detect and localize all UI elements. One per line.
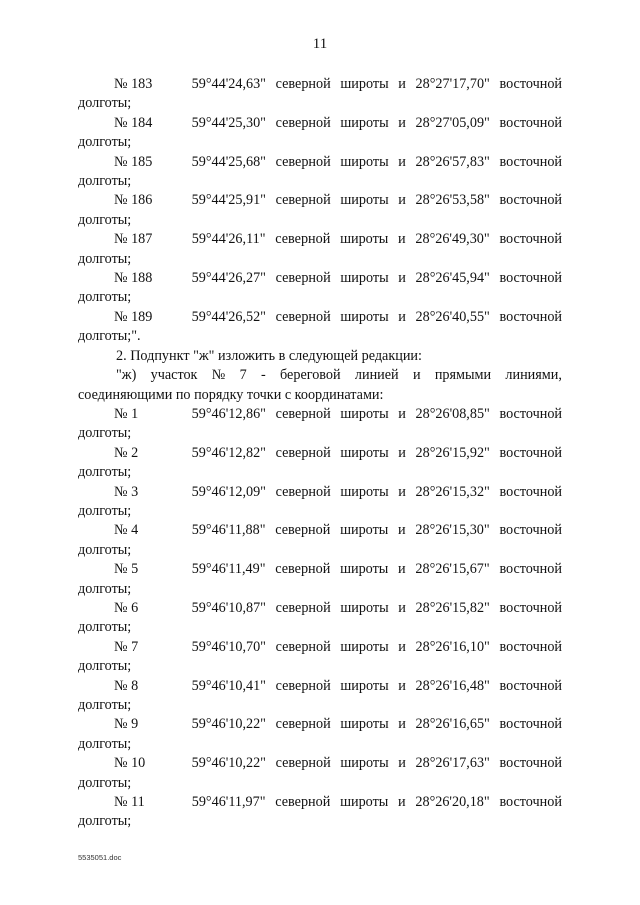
conjunction: и — [398, 308, 406, 325]
intro-word: - — [260, 367, 266, 384]
conjunction: и — [398, 561, 406, 578]
latitude-word: северной — [275, 483, 331, 500]
intro-word: береговой — [280, 367, 341, 384]
intro-word: № — [211, 367, 226, 384]
conjunction: и — [398, 444, 406, 461]
conjunction: и — [398, 483, 406, 500]
longitude-value: 28°26'08,85" — [415, 405, 490, 422]
longitude-word: восточной — [499, 114, 562, 131]
latitude-word: северной — [275, 76, 331, 92]
coordinate-line — [78, 754, 562, 773]
longitude-word: восточной — [499, 794, 562, 811]
latitude-value: 59°46'10,87" — [191, 599, 266, 616]
longitude-continuation: долготы; — [78, 697, 132, 713]
longitude-value: 28°26'17,63" — [415, 755, 490, 772]
latitude-word-2: широты — [340, 522, 389, 539]
point-number: № 6 — [114, 599, 139, 616]
latitude-value: 59°46'10,22" — [191, 755, 266, 772]
latitude-value: 59°46'10,70" — [191, 638, 266, 655]
latitude-word: северной — [275, 153, 331, 170]
point-number: № 187 — [114, 231, 153, 248]
latitude-value: 59°46'10,41" — [191, 677, 266, 694]
latitude-word-2: широты — [340, 638, 389, 655]
coordinate-line — [78, 715, 562, 734]
latitude-value: 59°44'26,11" — [191, 231, 266, 248]
latitude-word: северной — [275, 405, 331, 422]
longitude-value: 28°26'15,67" — [415, 561, 490, 578]
longitude-word: восточной — [499, 716, 562, 733]
point-number: № 7 — [114, 638, 139, 655]
longitude-word: восточной — [499, 76, 562, 92]
coordinate-entry — [78, 444, 562, 483]
longitude-word: восточной — [499, 561, 562, 578]
longitude-word: восточной — [499, 677, 562, 694]
latitude-word-2: широты — [340, 153, 389, 170]
longitude-continuation: долготы;". — [78, 328, 141, 345]
conjunction: и — [398, 755, 406, 772]
longitude-word: восточной — [499, 638, 562, 655]
longitude-value: 28°26'40,55" — [415, 308, 490, 325]
latitude-word-2: широты — [340, 114, 389, 131]
intro-word: линией — [354, 367, 399, 384]
coordinate-line — [78, 638, 562, 657]
longitude-value: 28°26'16,48" — [415, 677, 490, 694]
intro-word: и — [412, 367, 421, 384]
coordinate-list-section-2 — [78, 405, 562, 832]
coordinate-line — [78, 521, 562, 540]
intro-word: 7 — [239, 367, 247, 384]
longitude-value: 28°27'17,70" — [415, 76, 490, 92]
longitude-value: 28°26'57,83" — [415, 153, 490, 170]
conjunction: и — [398, 192, 406, 209]
latitude-value: 59°44'25,91" — [191, 192, 266, 209]
latitude-value: 59°46'12,86" — [191, 405, 266, 422]
coordinate-entry — [78, 560, 562, 599]
longitude-value: 28°26'16,65" — [415, 716, 490, 733]
coordinate-line — [78, 153, 562, 172]
longitude-word: восточной — [499, 599, 562, 616]
longitude-continuation: долготы; — [78, 211, 132, 228]
latitude-word-2: широты — [340, 231, 389, 248]
latitude-word-2: широты — [340, 599, 389, 616]
longitude-continuation: долготы; — [78, 134, 132, 151]
longitude-word: восточной — [499, 153, 562, 170]
coordinate-entry — [78, 793, 562, 832]
latitude-word-2: широты — [340, 270, 389, 287]
coordinate-entry — [78, 114, 562, 153]
latitude-word: северной — [275, 677, 331, 694]
point-number: № 10 — [114, 755, 146, 772]
latitude-word: северной — [275, 114, 331, 131]
longitude-continuation: долготы; — [78, 425, 132, 442]
conjunction: и — [398, 153, 406, 170]
longitude-word: восточной — [499, 270, 562, 287]
latitude-word-2: широты — [340, 794, 389, 811]
latitude-value: 59°44'25,68" — [191, 153, 266, 170]
latitude-word: северной — [275, 522, 331, 539]
latitude-word: северной — [275, 599, 331, 616]
coordinate-line — [78, 230, 562, 249]
conjunction: и — [398, 114, 406, 131]
latitude-value: 59°46'11,49" — [191, 561, 266, 578]
intro-word: прямыми — [434, 367, 492, 384]
longitude-continuation: долготы; — [78, 250, 132, 267]
coordinate-line — [78, 405, 562, 424]
longitude-continuation: долготы; — [78, 774, 132, 791]
latitude-word-2: широты — [340, 76, 389, 92]
coordinate-entry — [78, 521, 562, 560]
latitude-value: 59°46'10,22" — [191, 716, 266, 733]
coordinate-entry — [78, 191, 562, 230]
coordinate-line — [78, 308, 562, 327]
coordinate-line — [78, 793, 562, 812]
longitude-value: 28°26'15,92" — [415, 444, 490, 461]
coordinate-entry — [78, 405, 562, 444]
latitude-word: северной — [275, 755, 331, 772]
longitude-word: восточной — [499, 231, 562, 248]
point-number: № 1 — [114, 405, 139, 422]
point-number: № 9 — [114, 716, 139, 733]
latitude-word: северной — [275, 638, 331, 655]
conjunction: и — [398, 76, 406, 92]
longitude-continuation: долготы; — [78, 541, 132, 558]
point-number: № 2 — [114, 444, 139, 461]
longitude-word: восточной — [499, 483, 562, 500]
latitude-word-2: широты — [340, 677, 389, 694]
longitude-word: восточной — [499, 192, 562, 209]
coordinate-line — [78, 114, 562, 133]
coordinate-list-section-1 — [78, 75, 562, 347]
longitude-continuation: долготы; — [78, 95, 132, 112]
intro-word: "ж) — [116, 367, 137, 384]
latitude-word-2: широты — [340, 755, 389, 772]
document-body — [78, 75, 562, 832]
latitude-word-2: широты — [340, 444, 389, 461]
conjunction: и — [398, 270, 406, 287]
longitude-value: 28°27'05,09" — [415, 114, 490, 131]
intro-paragraph-line-2: соединяющими по порядку точки с координатами: — [78, 386, 384, 403]
longitude-value: 28°26'15,32" — [415, 483, 490, 500]
coordinate-entry — [78, 715, 562, 754]
latitude-value: 59°44'26,52" — [191, 308, 266, 325]
latitude-word: северной — [275, 270, 331, 287]
longitude-word: восточной — [499, 308, 562, 325]
latitude-word: северной — [275, 444, 331, 461]
point-number: № 183 — [114, 76, 153, 92]
point-number: № 8 — [114, 677, 139, 694]
longitude-continuation: долготы; — [78, 173, 132, 190]
coordinate-entry — [78, 230, 562, 269]
latitude-word: северной — [275, 308, 331, 325]
point-number: № 184 — [114, 114, 153, 131]
latitude-value: 59°44'24,63" — [191, 76, 266, 92]
conjunction: и — [398, 638, 406, 655]
point-number: № 5 — [114, 561, 139, 578]
longitude-value: 28°26'49,30" — [415, 231, 490, 248]
longitude-word: восточной — [499, 522, 562, 539]
longitude-word: восточной — [499, 444, 562, 461]
coordinate-line — [78, 677, 562, 696]
coordinate-entry — [78, 677, 562, 716]
latitude-word-2: широты — [340, 561, 389, 578]
coordinate-entry — [78, 308, 562, 347]
conjunction: и — [398, 405, 406, 422]
coordinate-line — [78, 75, 562, 94]
coordinate-line — [78, 269, 562, 288]
longitude-value: 28°26'53,58" — [415, 192, 490, 209]
point-number: № 11 — [114, 794, 145, 811]
coordinate-line — [78, 191, 562, 210]
point-number: № 186 — [114, 192, 153, 209]
point-number: № 185 — [114, 153, 153, 170]
coordinate-line — [78, 560, 562, 579]
point-number: № 189 — [114, 308, 153, 325]
page-number: 11 — [312, 36, 328, 52]
longitude-continuation: долготы; — [78, 619, 132, 636]
longitude-value: 28°26'16,10" — [415, 638, 490, 655]
latitude-word-2: широты — [340, 483, 389, 500]
coordinate-entry — [78, 483, 562, 522]
intro-word: линиями, — [505, 367, 562, 384]
point-number: № 3 — [114, 483, 139, 500]
latitude-word-2: широты — [340, 405, 389, 422]
conjunction: и — [398, 522, 406, 539]
subpoint-heading: 2. Подпункт "ж" изложить в следующей редакции: — [116, 347, 422, 364]
latitude-value: 59°46'11,88" — [191, 522, 266, 539]
longitude-continuation: долготы; — [78, 658, 132, 675]
latitude-value: 59°44'25,30" — [191, 114, 266, 131]
coordinate-line — [78, 483, 562, 502]
latitude-value: 59°44'26,27" — [191, 270, 266, 287]
latitude-word-2: широты — [340, 192, 389, 209]
conjunction: и — [398, 231, 406, 248]
latitude-word: северной — [275, 794, 331, 811]
coordinate-entry — [78, 638, 562, 677]
longitude-word: восточной — [499, 755, 562, 772]
longitude-word: восточной — [499, 405, 562, 422]
latitude-word: северной — [275, 231, 331, 248]
latitude-word-2: широты — [340, 716, 389, 733]
longitude-continuation: долготы; — [78, 735, 132, 752]
coordinate-line — [78, 444, 562, 463]
conjunction: и — [398, 677, 406, 694]
conjunction: и — [398, 794, 406, 811]
coordinate-entry — [78, 754, 562, 793]
coordinate-line — [78, 599, 562, 618]
longitude-continuation: долготы; — [78, 580, 132, 597]
longitude-continuation: долготы; — [78, 813, 132, 830]
coordinate-entry — [78, 75, 562, 114]
coordinate-entry — [78, 599, 562, 638]
latitude-word: северной — [275, 561, 331, 578]
longitude-value: 28°26'15,82" — [415, 599, 490, 616]
longitude-continuation: долготы; — [78, 289, 132, 306]
latitude-word: северной — [275, 192, 331, 209]
latitude-word-2: широты — [340, 308, 389, 325]
point-number: № 188 — [114, 270, 153, 287]
latitude-value: 59°46'11,97" — [191, 794, 266, 811]
intro-word: участок — [150, 367, 198, 384]
longitude-value: 28°26'20,18" — [415, 794, 490, 811]
latitude-value: 59°46'12,82" — [191, 444, 266, 461]
longitude-value: 28°26'45,94" — [415, 270, 490, 287]
conjunction: и — [398, 599, 406, 616]
conjunction: и — [398, 716, 406, 733]
latitude-word: северной — [275, 716, 331, 733]
longitude-value: 28°26'15,30" — [415, 522, 490, 539]
latitude-value: 59°46'12,09" — [191, 483, 266, 500]
coordinate-entry — [78, 153, 562, 192]
point-number: № 4 — [114, 522, 139, 539]
longitude-continuation: долготы; — [78, 502, 132, 519]
document-footer-filename: 5535051.doc — [78, 853, 122, 862]
longitude-continuation: долготы; — [78, 464, 132, 481]
coordinate-entry — [78, 269, 562, 308]
intro-paragraph-line-1 — [78, 366, 562, 385]
